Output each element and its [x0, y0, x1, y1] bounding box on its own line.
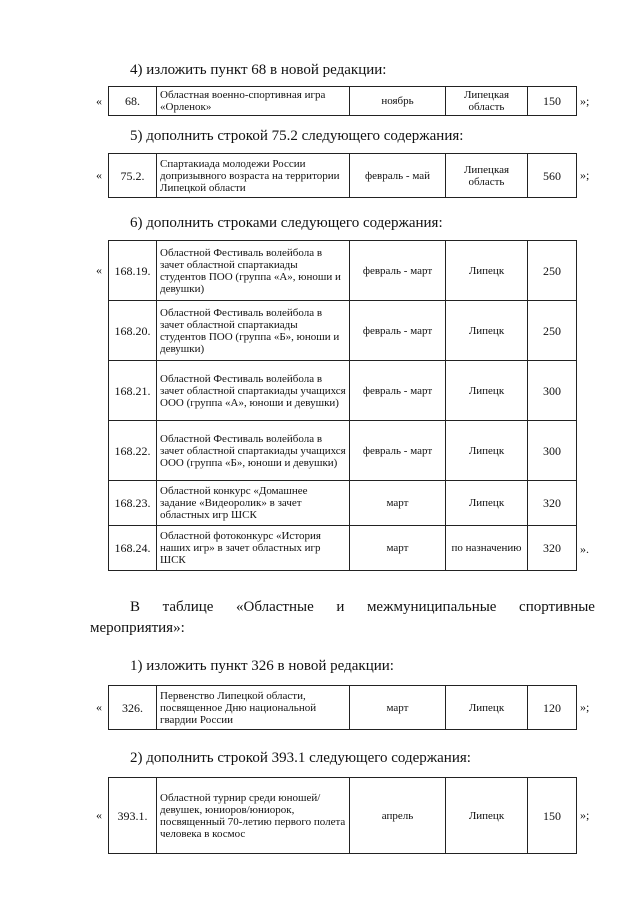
participants-count: 300 — [528, 421, 577, 481]
event-name: Первенство Липецкой области, посвященное Дню национальной гвардии России — [157, 686, 350, 730]
table-row — [109, 361, 577, 421]
row-number: 168.24. — [109, 526, 157, 571]
event-dates: ноябрь — [350, 87, 446, 116]
table-row — [109, 526, 577, 571]
table-row — [109, 686, 577, 730]
event-location: по назначению — [446, 526, 528, 571]
section-heading: 4) изложить пункт 68 в новой редакции: — [130, 62, 387, 78]
event-name: Областной Фестиваль волейбола в зачет областной спартакиады учащихся ООО (группа «А», юноши и девушки) — [157, 361, 350, 421]
row-number: 168.22. — [109, 421, 157, 481]
open-quote: « — [96, 700, 102, 714]
row-number: 393.1. — [109, 778, 157, 854]
event-location: Липецк — [446, 778, 528, 854]
row-number: 326. — [109, 686, 157, 730]
events-table — [108, 777, 577, 854]
open-quote: « — [96, 168, 102, 182]
event-dates: февраль - март — [350, 301, 446, 361]
event-dates: февраль - март — [350, 421, 446, 481]
table-row — [109, 481, 577, 526]
section-heading: 1) изложить пункт 326 в новой редакции: — [130, 658, 394, 674]
event-location: Липецк — [446, 241, 528, 301]
participants-count: 250 — [528, 301, 577, 361]
participants-count: 150 — [528, 87, 577, 116]
event-name: Областной Фестиваль волейбола в зачет областной спартакиады студентов ПОО (группа «А», юноши и девушки) — [157, 241, 350, 301]
event-dates: март — [350, 481, 446, 526]
intro-word: и — [336, 599, 345, 615]
table-row — [109, 778, 577, 854]
open-quote: « — [96, 808, 102, 822]
table-row — [109, 87, 577, 116]
event-location: Липецк — [446, 421, 528, 481]
participants-count: 250 — [528, 241, 577, 301]
close-quote: »; — [580, 808, 590, 822]
table-row — [109, 421, 577, 481]
event-location: Липецкая область — [446, 154, 528, 198]
events-table — [108, 153, 577, 198]
intro-word: В — [130, 599, 141, 615]
row-number: 75.2. — [109, 154, 157, 198]
event-name: Областной Фестиваль волейбола в зачет областной спартакиады студентов ПОО (группа «Б», юноши и девушки) — [157, 301, 350, 361]
event-dates: март — [350, 526, 446, 571]
event-name: Областной конкурс «Домашнее задание «Видеоролик» в зачет областных игр ШСК — [157, 481, 350, 526]
intro-line-2: мероприятия»: — [90, 620, 185, 636]
open-quote: « — [96, 263, 102, 277]
event-name: Областной турнир среди юношей/девушек, юниоров/юниорок, посвященный 70-летию первого полета человека в космос — [157, 778, 350, 854]
event-name: Областной Фестиваль волейбола в зачет областной спартакиады учащихся ООО (группа «Б», юноши и девушки) — [157, 421, 350, 481]
close-quote: ». — [580, 542, 589, 556]
participants-count: 320 — [528, 526, 577, 571]
close-quote: »; — [580, 94, 590, 108]
events-table — [108, 240, 577, 571]
participants-count: 150 — [528, 778, 577, 854]
row-number: 168.23. — [109, 481, 157, 526]
intro-line-1 — [90, 597, 595, 618]
open-quote: « — [96, 94, 102, 108]
row-number: 68. — [109, 87, 157, 116]
intro-word: межмуниципальные — [366, 599, 497, 615]
event-dates: апрель — [350, 778, 446, 854]
participants-count: 120 — [528, 686, 577, 730]
event-dates: март — [350, 686, 446, 730]
event-dates: февраль - март — [350, 361, 446, 421]
event-location: Липецк — [446, 686, 528, 730]
row-number: 168.20. — [109, 301, 157, 361]
intro-word: спортивные — [519, 599, 595, 615]
event-location: Липецк — [446, 301, 528, 361]
events-table — [108, 685, 577, 730]
intro-word: «Областные — [236, 599, 314, 615]
event-location: Липецкая область — [446, 87, 528, 116]
row-number: 168.19. — [109, 241, 157, 301]
table-row — [109, 241, 577, 301]
table-row — [109, 301, 577, 361]
intro-word: таблице — [162, 599, 214, 615]
event-name: Спартакиада молодежи России допризывного возраста на территории Липецкой области — [157, 154, 350, 198]
participants-count: 320 — [528, 481, 577, 526]
row-number: 168.21. — [109, 361, 157, 421]
intro-paragraph — [90, 597, 595, 639]
close-quote: »; — [580, 168, 590, 182]
events-table — [108, 86, 577, 116]
event-location: Липецк — [446, 361, 528, 421]
section-heading: 5) дополнить строкой 75.2 следующего содержания: — [130, 128, 464, 144]
participants-count: 300 — [528, 361, 577, 421]
section-heading: 6) дополнить строками следующего содержания: — [130, 215, 443, 231]
event-name: Областной фотоконкурс «История наших игр» в зачет областных игр ШСК — [157, 526, 350, 571]
event-name: Областная военно-спортивная игра «Орленок» — [157, 87, 350, 116]
section-heading: 2) дополнить строкой 393.1 следующего содержания: — [130, 750, 471, 766]
close-quote: »; — [580, 700, 590, 714]
participants-count: 560 — [528, 154, 577, 198]
event-dates: февраль - май — [350, 154, 446, 198]
event-dates: февраль - март — [350, 241, 446, 301]
event-location: Липецк — [446, 481, 528, 526]
table-row — [109, 154, 577, 198]
